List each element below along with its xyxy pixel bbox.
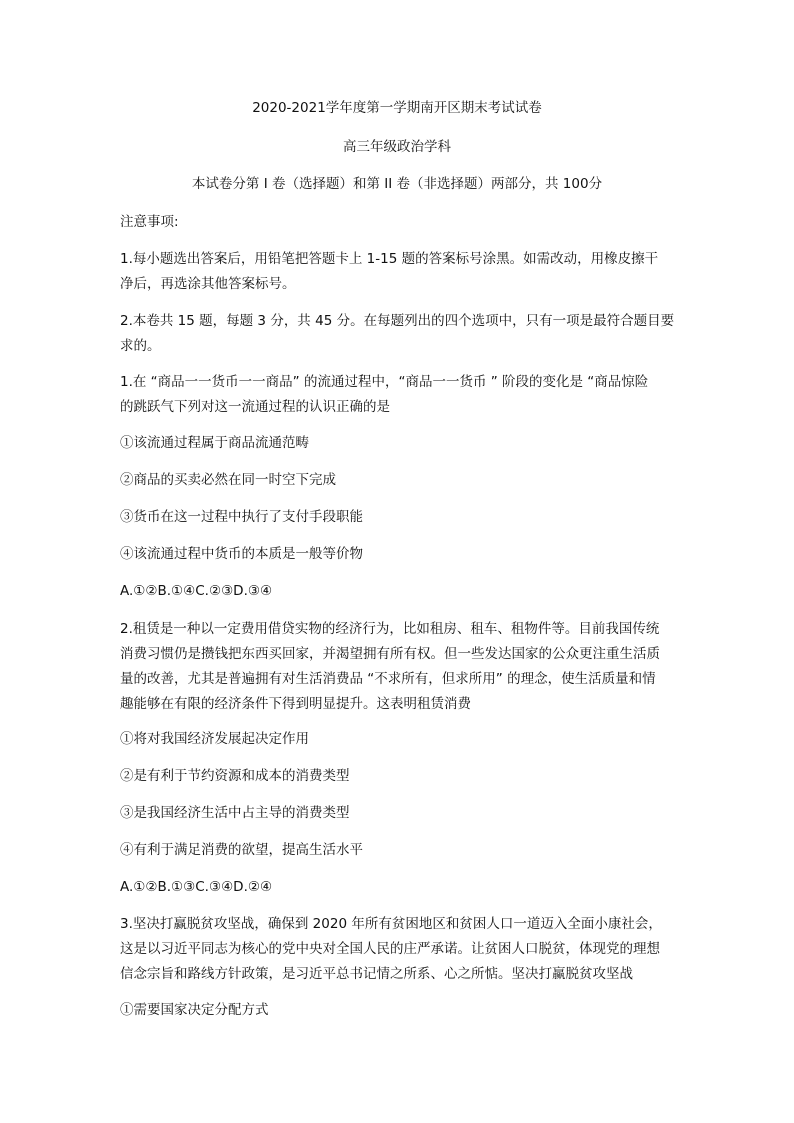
question-1-option-4: ④该流通过程中货币的本质是一般等价物 (120, 546, 363, 562)
exam-subject: 高三年级政治学科 (343, 139, 451, 155)
question-3-stem-line-2: 这是以习近平同志为核心的党中央对全国人民的庄严承诺。让贫困人口脱贫，体现党的理想 (120, 941, 660, 957)
notice-item-2-line-1: 2.本卷共 15 题，每题 3 分，共 45 分。在每题列出的四个选项中，只有一项是最符合题目要 (120, 313, 675, 329)
question-1-option-1: ①该流通过程属于商品流通范畴 (120, 435, 309, 451)
question-3-stem-line-1: 3.坚决打赢脱贫攻坚战，确保到 2020 年所有贫困地区和贫困人口一道迈入全面小康社会， (120, 916, 662, 932)
question-2-option-2: ②是有利于节约资源和成本的消费类型 (120, 768, 350, 784)
question-2-stem-line-1: 2.租赁是一种以一定费用借贷实物的经济行为，比如租房、租车、租物件等。目前我国传统 (120, 621, 660, 637)
exam-title: 2020-2021学年度第一学期南开区期末考试试卷 (252, 100, 542, 116)
question-2-answer-choices: A.①②B.①③C.③④D.②④ (120, 879, 273, 895)
notice-heading: 注意事项: (120, 214, 179, 230)
question-2-option-1: ①将对我国经济发展起决定作用 (120, 731, 309, 747)
exam-intro: 本试卷分第 I 卷（选择题）和第 II 卷（非选择题）两部分，共 100分 (191, 176, 603, 192)
question-1-stem-line-2: 的跳跃气下列对这一流通过程的认识正确的是 (120, 399, 390, 415)
notice-item-1-line-2: 净后，再选涂其他答案标号。 (120, 276, 296, 292)
question-3-option-1: ①需要国家决定分配方式 (120, 1002, 269, 1018)
question-1-answer-choices: A.①②B.①④C.②③D.③④ (120, 583, 273, 599)
question-1-stem-line-1: 1.在 “商品一一货币一一商品” 的流通过程中，“商品一一货币 ” 阶段的变化是 “商品惊险 (120, 374, 649, 390)
question-2-stem-line-4: 趣能够在有限的经济条件下得到明显提升。这表明租赁消费 (120, 696, 471, 712)
question-2-stem-line-2: 消费习惯仍是攒钱把东西买回家，并渴望拥有所有权。但一些发达国家的公众更注重生活质 (120, 646, 660, 662)
question-2-option-3: ③是我国经济生活中占主导的消费类型 (120, 805, 350, 821)
question-2-stem-line-3: 量的改善，尤其是普遍拥有对生活消费品 “不求所有，但求所用” 的理念，使生活质量和情 (120, 671, 656, 687)
question-1-option-2: ②商品的买卖必然在同一时空下完成 (120, 472, 336, 488)
question-1-option-3: ③货币在这一过程中执行了支付手段职能 (120, 509, 363, 525)
question-3-stem-line-3: 信念宗旨和路线方针政策，是习近平总书记情之所系、心之所惦。坚决打赢脱贫攻坚战 (120, 966, 633, 982)
notice-item-2-line-2: 求的。 (120, 338, 161, 354)
question-2-option-4: ④有利于满足消费的欲望，提高生活水平 (120, 842, 363, 858)
notice-item-1-line-1: 1.每小题选出答案后，用铅笔把答题卡上 1-15 题的答案标号涂黑。如需改动，用橡皮擦干 (120, 251, 659, 267)
